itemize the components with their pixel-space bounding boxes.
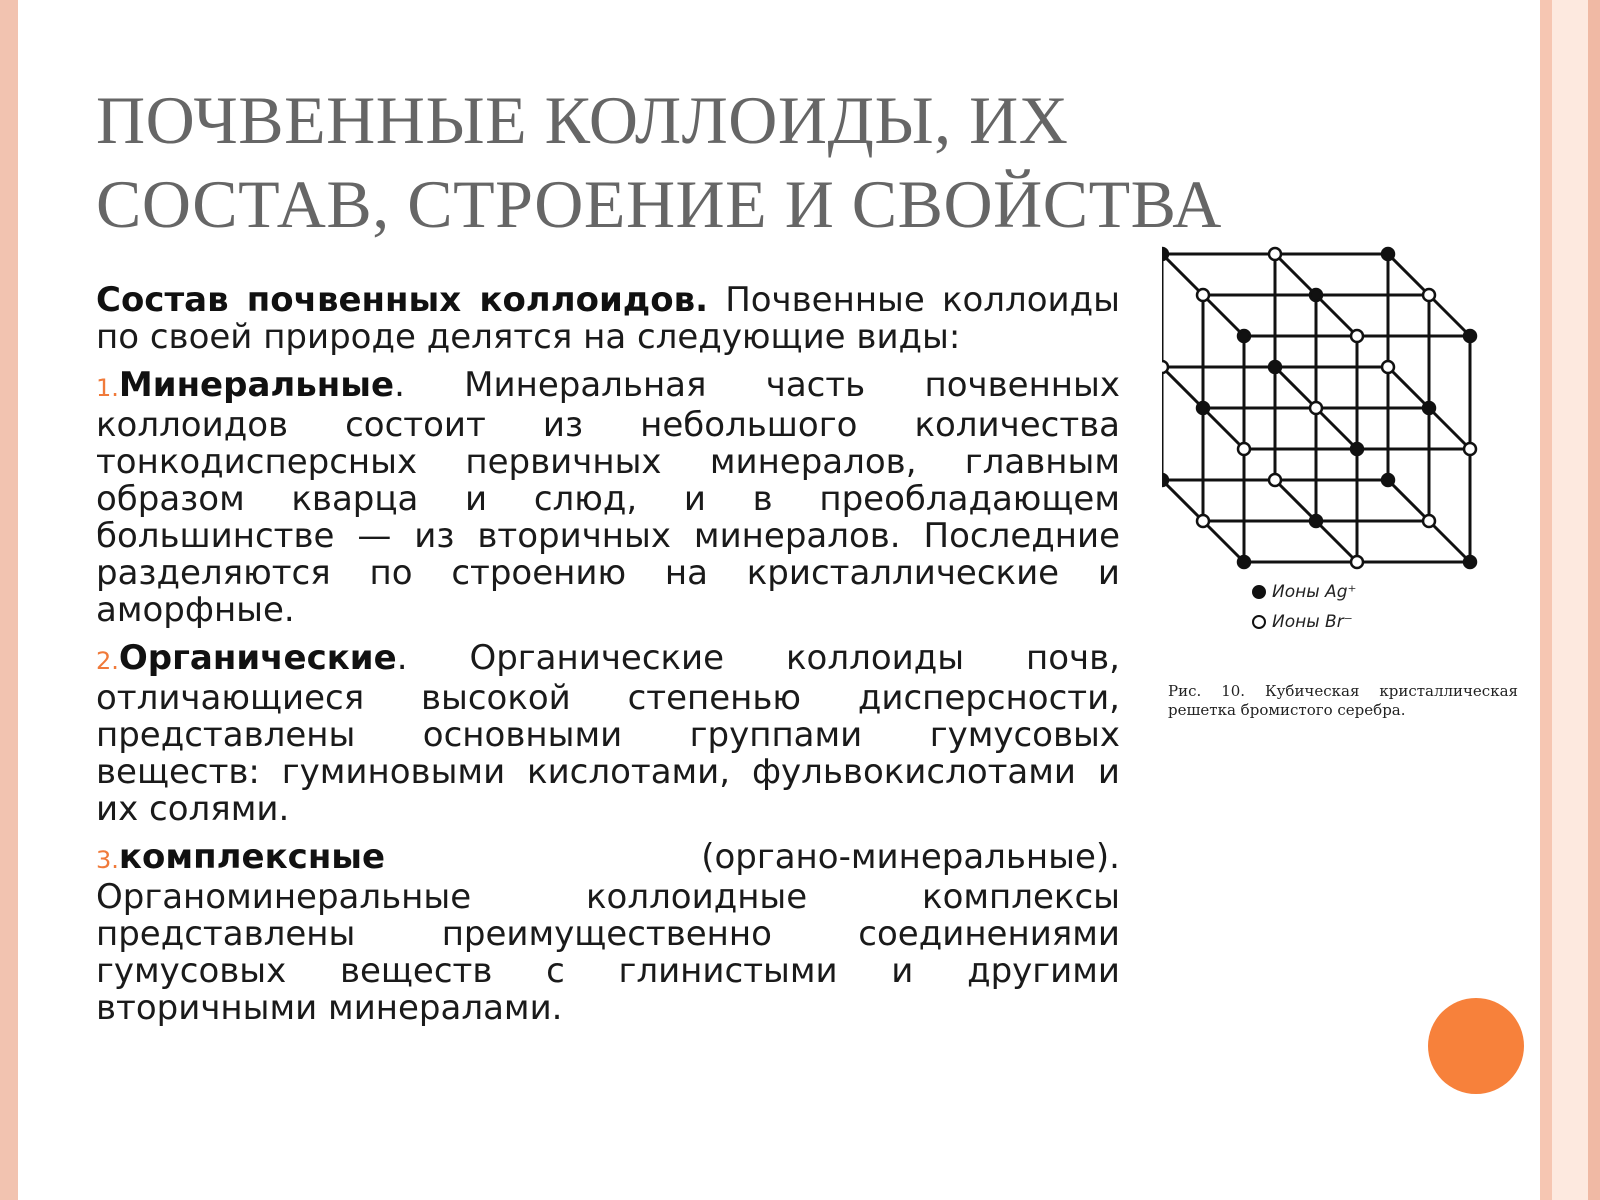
open-circle-icon <box>1252 615 1266 629</box>
br-ion-node <box>1269 248 1281 260</box>
decorative-circle-icon <box>1428 998 1524 1094</box>
intro-heading: Состав почвенных коллоидов. <box>96 280 709 320</box>
lattice-edge <box>1275 367 1316 408</box>
lattice-edge <box>1203 295 1244 336</box>
lattice-edge <box>1162 367 1203 408</box>
lattice-edge <box>1388 480 1429 521</box>
ag-ion-node <box>1269 361 1281 373</box>
lattice-edge <box>1388 254 1429 295</box>
br-ion-node <box>1351 330 1363 342</box>
lattice-edge <box>1316 295 1357 336</box>
ag-ion-node <box>1162 248 1168 260</box>
list-number: 2. <box>96 647 119 675</box>
list-item-organic <box>96 640 1120 828</box>
lattice-edge <box>1429 408 1470 449</box>
br-ion-node <box>1423 289 1435 301</box>
br-ion-node <box>1197 289 1209 301</box>
br-ion-node <box>1197 515 1209 527</box>
lattice-edge <box>1429 295 1470 336</box>
ag-ion-node <box>1238 556 1250 568</box>
list-item-text: . Минеральная часть почвенных коллоидов состоит из небольшого количества тонкодисперсных первичных минералов, главным образом кварца и слюд, и в преобладающем большинстве — из вторичных минералов. Последние разделяются по строению на кристаллические и аморфные. <box>96 365 1120 630</box>
ag-ion-node <box>1162 474 1168 486</box>
list-item-text: (органо-минеральные). Органоминеральные коллоидные комплексы представлены преимущественно соединениями гумусовых веществ с глинистыми и другими вторичными минералами. <box>96 837 1120 1028</box>
lattice-edge <box>1203 408 1244 449</box>
lattice-edge <box>1316 521 1357 562</box>
title-line-2: СОСТАВ, СТРОЕНИЕ И СВОЙСТВА <box>96 166 1222 242</box>
intro-text: Почвенные коллоиды по своей природе делятся на следующие виды: <box>96 280 1121 357</box>
right-frame-edge <box>1588 0 1600 1200</box>
ag-ion-node <box>1197 402 1209 414</box>
lattice-edge <box>1162 254 1203 295</box>
legend-br <box>1252 612 1353 632</box>
ag-ion-node <box>1351 443 1363 455</box>
list-item-mineral <box>96 367 1120 629</box>
list-item-complex <box>96 839 1120 1027</box>
lattice-edge <box>1275 480 1316 521</box>
br-ion-node <box>1162 361 1168 373</box>
right-frame-stripe <box>1540 0 1552 1200</box>
ag-ion-node <box>1382 474 1394 486</box>
legend-br-label: Ионы Br⁻ <box>1272 612 1353 632</box>
list-item-heading: Минеральные <box>118 365 395 405</box>
lattice-edge <box>1275 254 1316 295</box>
ag-ion-node <box>1464 556 1476 568</box>
br-ion-node <box>1423 515 1435 527</box>
list-number: 1. <box>96 374 119 402</box>
br-ion-node <box>1464 443 1476 455</box>
list-item-heading: Органические <box>118 638 397 678</box>
ag-ion-node <box>1382 248 1394 260</box>
legend-ag <box>1252 582 1356 602</box>
br-ion-node <box>1238 443 1250 455</box>
ag-ion-node <box>1310 515 1322 527</box>
slide-title <box>96 78 1396 246</box>
filled-circle-icon <box>1252 585 1266 599</box>
lattice-edge <box>1162 480 1203 521</box>
ag-ion-node <box>1464 330 1476 342</box>
lattice-edge <box>1316 408 1357 449</box>
br-ion-node <box>1269 474 1281 486</box>
list-item-text: . Органические коллоиды почв, отличающиеся высокой степенью дисперсности, представлены основными группами гумусовых веществ: гуминовыми кислотами, фульвокислотами и их солями. <box>96 638 1120 829</box>
figure-caption: Рис. 10. Кубическая кристаллическая решетка бромистого серебра. <box>1168 682 1518 719</box>
br-ion-node <box>1382 361 1394 373</box>
ag-ion-node <box>1423 402 1435 414</box>
lattice-edge <box>1203 521 1244 562</box>
legend-ag-label: Ионы Ag⁺ <box>1272 582 1357 602</box>
lattice-edge <box>1388 367 1429 408</box>
intro-paragraph <box>96 282 1120 356</box>
slide-body <box>96 282 1120 1038</box>
left-frame-border <box>0 0 18 1200</box>
crystal-lattice-figure <box>1162 242 1532 742</box>
title-line-1: ПОЧВЕННЫЕ КОЛЛОИДЫ, ИХ <box>96 82 1069 158</box>
br-ion-node <box>1351 556 1363 568</box>
br-ion-node <box>1310 402 1322 414</box>
ag-ion-node <box>1238 330 1250 342</box>
lattice-edge <box>1429 521 1470 562</box>
list-item-heading: комплексные <box>118 837 386 877</box>
crystal-lattice-diagram <box>1162 242 1532 602</box>
ag-ion-node <box>1310 289 1322 301</box>
list-number: 3. <box>96 846 119 874</box>
